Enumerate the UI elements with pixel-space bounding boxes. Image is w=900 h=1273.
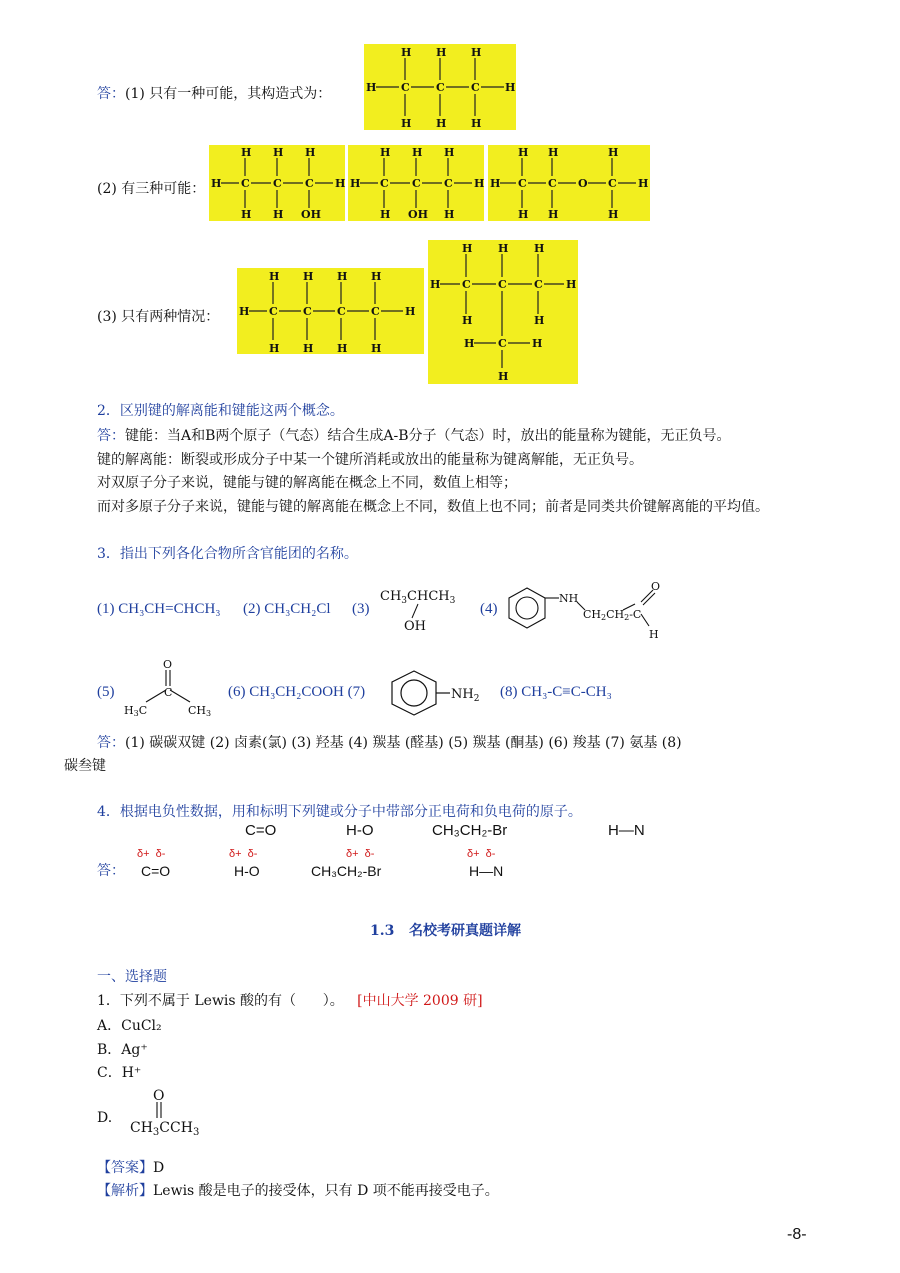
page-number: -8- [787,1226,807,1243]
mcq-question-line [97,990,483,1010]
svg-text:C: C [518,177,527,190]
q1-part3-text: (3) 只有两种情况： [97,309,220,325]
svg-text:H: H [241,146,252,159]
delta-minus: δ- [155,848,166,860]
svg-text:C: C [498,278,507,291]
svg-text:H: H [462,314,473,327]
svg-text:H: H [490,177,501,190]
svg-text:C: C [401,81,410,94]
svg-text:H: H [401,117,412,130]
mcq-option-a: A．CuCl₂ [97,1018,162,1034]
structure-2-propanol [348,145,484,221]
svg-text:O: O [578,177,588,190]
svg-text:H: H [273,208,284,221]
mcq-answer: D [153,1160,165,1176]
q3-compound-2: (2) CH₃CH₂Cl [243,601,331,617]
svg-text:H: H [534,314,545,327]
q4-answer-2: H-O [234,863,260,879]
q3-compound-5-label: (5) [97,684,115,700]
svg-text:H: H [269,270,280,283]
svg-text:H: H [273,146,284,159]
mcq-answer-label: 【答案】 [97,1160,153,1176]
svg-text:H: H [505,81,516,94]
svg-text:H: H [518,146,529,159]
svg-text:H: H [518,208,529,221]
svg-text:C: C [462,278,471,291]
delta-plus: δ+ [467,848,480,860]
svg-text:H: H [608,208,619,221]
q3-compound-8: (8) CH₃-C≡C-CH₃ [500,684,612,700]
q3-title: 3．指出下列各化合物所含官能团的名称。 [97,546,358,562]
q1-part3-line [97,306,219,326]
svg-text:C: C [608,177,617,190]
section-title: 1.3 名校考研真题详解 [370,923,521,939]
svg-text:H: H [566,278,577,291]
q1-part1-text: (1) 只有一种可能，其构造式为： [125,86,332,102]
q2-line-2: 键的解离能：断裂或形成分子中某一个键所消耗或放出的能量称为键离解能，无正负号。 [97,452,643,468]
structure-isobutane [428,240,578,384]
q2-line-1: 键能：当A和B两个原子（气态）结合生成A-B分子（气态）时，放出的能量称为键能，无正负号。 [125,428,731,444]
svg-text:H: H [335,177,345,190]
svg-text:H: H [366,81,377,94]
svg-text:C: C [498,337,507,350]
q2-line-4: 而对多原子分子来说，键能与键的解离能在概念上不同，数值上也不同；前者是同类共价键解离能的平均值。 [97,499,769,515]
q4-bond-1: C=O [245,822,277,839]
svg-text:C: C [548,177,557,190]
svg-text:H: H [350,177,361,190]
svg-text:H3C: H3C [124,704,148,718]
svg-text:H: H [548,208,559,221]
q1-part1-line [97,83,331,103]
svg-text:C: C [534,278,543,291]
svg-text:H: H [380,146,391,159]
svg-text:O: O [163,658,173,671]
svg-text:C: C [412,177,421,190]
svg-text:CH3CCH3: $CH_3CCH_3$ [130,1120,200,1136]
svg-text:H: H [241,208,252,221]
svg-text:C: C [471,81,480,94]
svg-text:H: H [371,270,382,283]
q3-compound-6-7-label: (6) CH₃CH₂COOH (7) [228,684,366,700]
svg-text:H: H [436,117,447,130]
q4-answer-4-charges [467,848,495,860]
q4-title: 4．根据电负性数据，用和标明下列键或分子中带部分正电荷和负电荷的原子。 [97,804,582,820]
svg-text:C: C [444,177,453,190]
svg-text:H: H [303,270,314,283]
svg-text:H: H [608,146,619,159]
svg-text:H: H [337,342,348,354]
q1-answer-label: 答： [97,86,125,102]
svg-text:C: C [164,686,173,699]
svg-text:H: H [239,305,250,318]
q4-answer-label: 答： [97,863,125,879]
q1-part2-text: (2) 有三种可能： [97,181,206,197]
mcq-option-b: B．Ag⁺ [97,1042,148,1058]
svg-text:OH: OH [301,208,321,221]
svg-text:CH3: CH3 [188,704,212,718]
q4-bond-2: H-O [346,822,374,839]
svg-text:H: H [269,342,280,354]
q4-bond-4: H—N [608,822,645,839]
svg-text:H: H [548,146,559,159]
q3-compound-3-label: (3) [352,601,370,617]
q2-answer-line-1 [97,425,731,445]
svg-text:H: H [471,117,482,130]
svg-text:H: H [532,337,543,350]
svg-text:H: H [649,628,659,641]
q4-bond-3: CH₃CH₂-Br [432,822,508,839]
mcq-option-c: C．H⁺ [97,1065,142,1081]
q3-compound-1: (1) CH₃CH=CHCH₃ [97,601,221,617]
mcq-analysis: Lewis 酸是电子的接受体，只有 D 项不能再接受电子。 [153,1183,499,1199]
svg-text:H: H [471,46,482,59]
svg-text:C: C [436,81,445,94]
q3-compound-7-structure [386,668,491,722]
svg-text:O: O [651,580,661,593]
svg-text:CH2CH2-C: CH2CH2-C [583,608,642,622]
svg-text:C: C [305,177,314,190]
q4-answer-3: CH₃CH₂-Br [311,863,382,879]
q3-compound-3-structure [378,584,468,638]
q4-answer-4: H—N [469,863,504,879]
q4-answer-1: C=O [141,863,171,879]
svg-text:H: H [534,242,545,255]
svg-text:H: H [436,46,447,59]
svg-text:NH2: $NH_2$ [451,687,480,704]
svg-text:H: H [444,208,455,221]
q4-answer-2-charges [229,848,257,860]
q3-answer-text-2: 碳叁键 [64,758,106,774]
svg-text:OH: OH [404,619,426,634]
svg-text:H: H [462,242,473,255]
q1-part2-line [97,178,205,198]
svg-text:H: H [305,146,316,159]
svg-text:C: C [371,305,380,318]
q3-compound-5-structure [122,656,217,725]
q3-answer-text-1: (1) 碳碳双键 (2) 卤素(氯) (3) 羟基 (4) 羰基 (醛基) (5) 羰基 (酮基) (6) 羧基 (7) 氨基 (8) [125,735,682,751]
q4-answer-1-charges [137,848,165,860]
svg-text:H: H [405,305,416,318]
q3-answer-line-1 [97,732,682,752]
svg-text:H: H [211,177,222,190]
svg-text:H: H [464,337,475,350]
structure-propane [364,44,516,130]
svg-text:C: C [303,305,312,318]
svg-text:H: H [498,370,509,383]
svg-text:NH: NH [559,592,579,605]
delta-minus: δ- [247,848,258,860]
structure-1-propanol [209,145,345,221]
mcq-analysis-line [97,1180,499,1200]
q2-title: 2．区别键的解离能和键能这两个概念。 [97,403,344,419]
delta-minus: δ- [364,848,375,860]
svg-text:H: H [303,342,314,354]
svg-text:C: C [269,305,278,318]
q3-compound-4-label: (4) [480,601,498,617]
structure-methyl-ethyl-ether [488,145,650,221]
svg-text:H: H [337,270,348,283]
svg-text:C: C [380,177,389,190]
svg-text:C: C [337,305,346,318]
mcq-answer-line [97,1157,164,1177]
mcq-analysis-label: 【解析】 [97,1183,153,1199]
svg-text:H: H [474,177,484,190]
mcq-question: 1．下列不属于 Lewis 酸的有（ ）。 [97,993,344,1009]
delta-minus: δ- [485,848,496,860]
delta-plus: δ+ [137,848,150,860]
mcq-option-d-structure [128,1088,203,1140]
q4-answer-3-charges [346,848,374,860]
delta-plus: δ+ [229,848,242,860]
svg-text:H: H [498,242,509,255]
q3-answer-label: 答： [97,735,125,751]
svg-text:H: H [444,146,455,159]
svg-text:O: O [153,1088,165,1104]
svg-text:C: C [273,177,282,190]
svg-text:H: H [412,146,423,159]
mcq-option-d: D. [97,1110,113,1126]
mcq-source: [中山大学 2009 研] [357,993,483,1009]
delta-plus: δ+ [346,848,359,860]
q3-compound-4-structure [505,580,670,649]
svg-text:CH3CHCH3: $CH_3CHCH_3$ [380,589,456,606]
svg-text:H: H [401,46,412,59]
mcq-heading: 一、选择题 [97,969,167,985]
svg-text:OH: OH [408,208,428,221]
q2-answer-label: 答： [97,428,125,444]
svg-text:H: H [638,177,649,190]
svg-text:H: H [430,278,441,291]
svg-text:C: C [241,177,250,190]
structure-butane [237,268,424,354]
q2-line-3: 对双原子分子来说，键能与键的解离能在概念上不同，数值上相等； [97,475,517,491]
svg-text:H: H [371,342,382,354]
svg-text:H: H [380,208,391,221]
